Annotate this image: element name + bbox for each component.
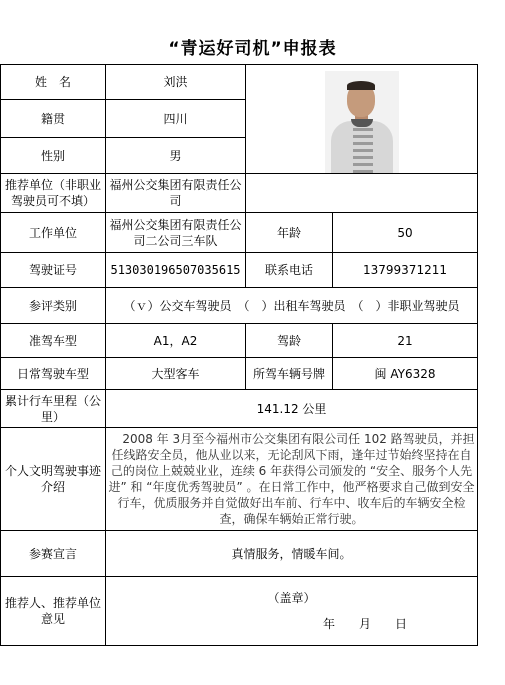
- mileage-label: 累计行车里程（公里）: [1, 390, 106, 428]
- driving-years-label: 驾龄: [246, 324, 333, 358]
- date-line: 年 月 日: [322, 617, 407, 631]
- phone-value: 13799371211: [333, 253, 478, 288]
- driving-years-value: 21: [333, 324, 478, 358]
- vehicle-class-label: 准驾车型: [1, 324, 106, 358]
- declaration-label: 参赛宣言: [1, 531, 106, 577]
- license-label: 驾驶证号: [1, 253, 106, 288]
- gender-label: 性别: [1, 138, 106, 174]
- name-value: 刘洪: [106, 65, 246, 100]
- daily-vehicle-value: 大型客车: [106, 358, 246, 390]
- opinion-cell: [106, 577, 478, 646]
- declaration-value: 真情服务，情暖车间。: [106, 531, 478, 577]
- license-value: 513030196507035615: [106, 253, 246, 288]
- gender-value: 男: [106, 138, 246, 174]
- daily-vehicle-label: 日常驾驶车型: [1, 358, 106, 390]
- recommender-blank: [246, 174, 478, 213]
- age-label: 年龄: [246, 213, 333, 253]
- category-value: （ｖ）公交车驾驶员 （ ）出租车驾驶员 （ ）非职业驾驶员: [106, 288, 478, 324]
- photo-cell: [246, 65, 478, 174]
- category-label: 参评类别: [1, 288, 106, 324]
- recommender-label: 推荐单位（非职业驾驶员可不填）: [1, 174, 106, 213]
- plate-value: 闽 AY6328: [333, 358, 478, 390]
- workplace-value: 福州公交集团有限责任公司二公司三车队: [106, 213, 246, 253]
- recommender-value: 福州公交集团有限责任公司: [106, 174, 246, 213]
- native-place-label: 籍贯: [1, 100, 106, 138]
- plate-label: 所驾车辆号牌: [246, 358, 333, 390]
- deeds-body: 2008 年 3月至今福州市公交集团有限公司任 102 路驾驶员，并担任线路安全员，他从业以来，无论刮风下雨，逢年过节始终坚持在自己的岗位上兢兢业业，连续 6 年获得公司颁发的 “安全、服务个人先进” 和 “年度优秀驾驶员” 。在日常工作中，他严格要求自己做到安全行车，优质服务并自觉做好出车前、行车中、收车后的车辆安全检查，确保车辆始正常行驶。: [108, 432, 475, 526]
- mileage-value: 141.12 公里: [106, 390, 478, 428]
- deeds-text: [106, 428, 478, 531]
- workplace-label: 工作单位: [1, 213, 106, 253]
- form-title: “青运好司机”申报表: [168, 39, 337, 59]
- opinion-label: 推荐人、推荐单位意见: [1, 577, 106, 646]
- native-place-value: 四川: [106, 100, 246, 138]
- deeds-label: 个人文明驾驶事迹介绍: [1, 428, 106, 531]
- age-value: 50: [333, 213, 478, 253]
- seal-text: （盖章）: [267, 591, 316, 605]
- vehicle-class-value: A1，A2: [106, 324, 246, 358]
- name-label: 姓 名: [1, 65, 106, 100]
- application-form: [0, 64, 478, 646]
- phone-label: 联系电话: [246, 253, 333, 288]
- applicant-photo: [325, 71, 399, 173]
